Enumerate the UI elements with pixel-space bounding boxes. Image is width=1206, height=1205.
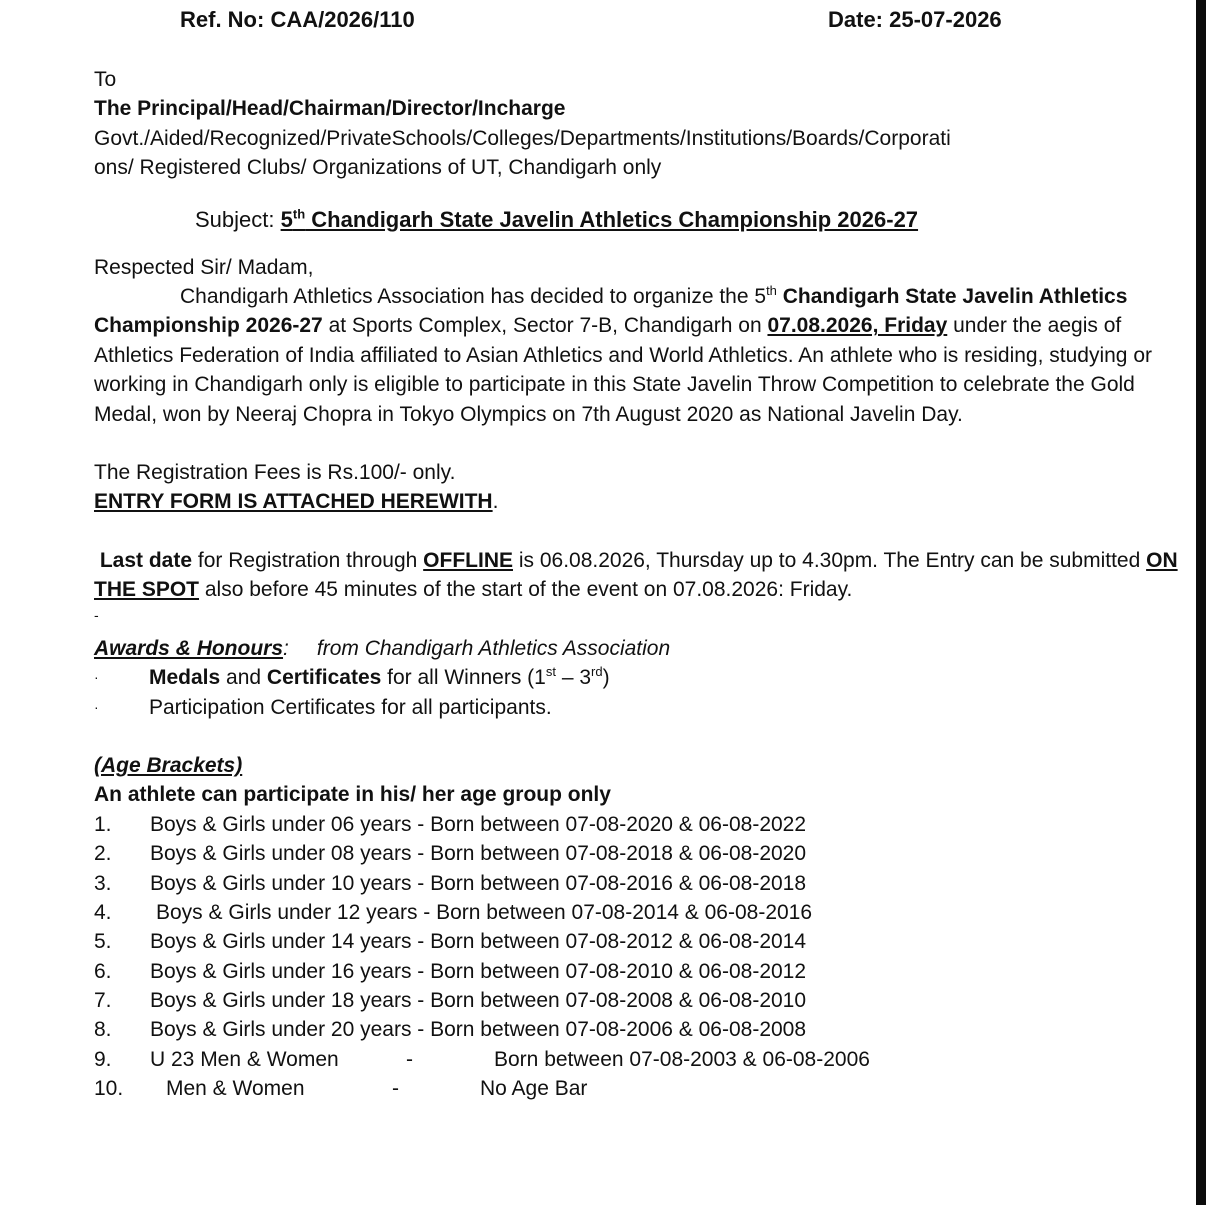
entry-form-period: . [492,490,499,514]
item-number: 8. [94,1018,112,1042]
registration-fees: The Registration Fees is Rs.100/- only. [94,461,456,485]
last-date-text-2: is 06.08.2026, Thursday up to 4.30pm. The Entry can be submitted [513,548,1147,572]
letter-header [94,0,1184,46]
age-brackets-heading: (Age Brackets) [94,753,243,777]
letter-page [94,0,1184,1104]
item-number: 3. [94,871,112,895]
body-text-3: under the aegis of Athletics Federation of India affiliated to Asian Athletics and World Athletics. An athlete who is residing, studying or working in Chandigarh only is eligible to participate in this State Javelin Throw Competition to celebrate the Gold Medal, won by Neeraj Chopra in Tokyo Olympics on 7th August 2020 as National Javelin Day. [94,314,1152,426]
body-sup: th [766,283,777,299]
item-text: Boys & Girls under 06 years - Born between 07-08-2020 & 06-08-2022 [150,812,807,836]
item-born: Born between 07-08-2003 & 06-08-2006 [494,1047,870,1071]
item-text: Boys & Girls under 16 years - Born between 07-08-2010 & 06-08-2012 [150,959,807,983]
bullet-dot: · [94,669,99,686]
letter-date: Date: 25-07-2026 [828,7,1002,32]
list-item [94,1074,1184,1103]
age-group-note: An athlete can participate in his/ her age group only [94,783,611,807]
medals-label: Medals [149,666,221,690]
subject-ordinal-sup: th [292,206,306,222]
item-dash: - [392,1077,399,1101]
awards-heading-line [94,634,1184,663]
subject-line [195,203,1184,237]
address-recipients: The Principal/Head/Chairman/Director/Incharge [94,97,566,121]
item-group: U 23 Men & Women [150,1047,339,1071]
list-item [94,810,1184,839]
stray-dash: - [94,606,99,623]
scan-edge-border [1196,0,1206,1205]
item-dash: - [406,1047,413,1071]
last-date-text-3: also before 45 minutes of the start of the event on 07.08.2026: Friday. [199,578,853,602]
item-number: 4. [94,900,112,924]
last-date-text-1: for Registration through [192,548,424,572]
list-item [94,927,1184,956]
list-item [94,898,1184,927]
subject-title [281,207,918,232]
item-number: 5. [94,930,112,954]
list-item [94,1045,1184,1074]
body-championship-name: Chandigarh State Javelin Athletics Championship 2026-27 [94,285,1128,338]
item-text: Boys & Girls under 12 years - Born between 07-08-2014 & 06-08-2016 [156,900,813,924]
winners-text: for all Winners (1 [381,666,546,690]
item-number: 2. [94,842,112,866]
item-text: Boys & Girls under 18 years - Born between 07-08-2008 & 06-08-2010 [150,989,807,1013]
item-born: No Age Bar [480,1077,588,1101]
item-text: Boys & Girls under 14 years - Born between 07-08-2012 & 06-08-2014 [150,930,807,954]
item-number: 1. [94,812,112,836]
address-line-1: Govt./Aided/Recognized/PrivateSchools/Colleges/Departments/Institutions/Boards/Corporati [94,126,951,150]
item-text: Boys & Girls under 20 years - Born between 07-08-2006 & 06-08-2008 [150,1018,807,1042]
body-event-date: 07.08.2026, Friday [767,314,948,338]
list-item [94,839,1184,868]
salutation: Respected Sir/ Madam, [94,255,314,279]
item-number: 10. [94,1077,124,1101]
entry-form-note [94,487,1184,516]
list-item [94,986,1184,1015]
address-to: To [94,68,117,91]
list-item [94,1015,1184,1044]
last-date-paragraph [94,546,1184,605]
last-date-label: Last date [99,548,193,572]
body-paragraph [94,282,1184,429]
close-paren: ) [602,666,610,690]
item-text: Boys & Girls under 08 years - Born between 07-08-2018 & 06-08-2020 [150,842,807,866]
subject-ordinal: 5 [280,206,293,232]
item-group: Men & Women [166,1077,305,1101]
item-number: 6. [94,959,112,983]
list-item [94,957,1184,986]
item-number: 9. [94,1047,112,1071]
subject-title-text: Chandigarh State Javelin Athletics Championship 2026-27 [305,206,919,232]
award-bullet-medals [94,663,1184,692]
and-text: and [220,666,267,690]
on-the-spot-label: ON THE SPOT [94,548,1178,602]
participation-text: Participation Certificates for all participants. [149,695,552,719]
bullet-dot: · [94,698,99,715]
offline-label: OFFLINE [423,548,513,572]
third-sup: rd [591,664,603,680]
list-item [94,869,1184,898]
first-sup: st [545,664,556,680]
age-brackets-list [94,810,1184,1104]
certificates-label: Certificates [266,666,382,690]
reference-number: Ref. No: CAA/2026/110 [180,7,415,32]
subject-label: Subject: [195,206,281,232]
address-line-2: ons/ Registered Clubs/ Organizations of UT, Chandigarh only [94,156,662,180]
body-text-1: Chandigarh Athletics Association has decided to organize the 5 [180,285,767,309]
item-number: 7. [94,989,112,1013]
award-bullet-participation [94,693,1184,722]
item-text: Boys & Girls under 10 years - Born between 07-08-2016 & 06-08-2018 [150,871,807,895]
awards-from: from Chandigarh Athletics Association [316,636,671,660]
range-dash: – 3 [555,666,592,690]
body-text-2: at Sports Complex, Sector 7-B, Chandigarh on [322,314,768,338]
entry-form-text: ENTRY FORM IS ATTACHED HEREWITH [94,490,493,514]
awards-colon: : [283,636,289,660]
awards-heading: Awards & Honours [94,636,284,660]
